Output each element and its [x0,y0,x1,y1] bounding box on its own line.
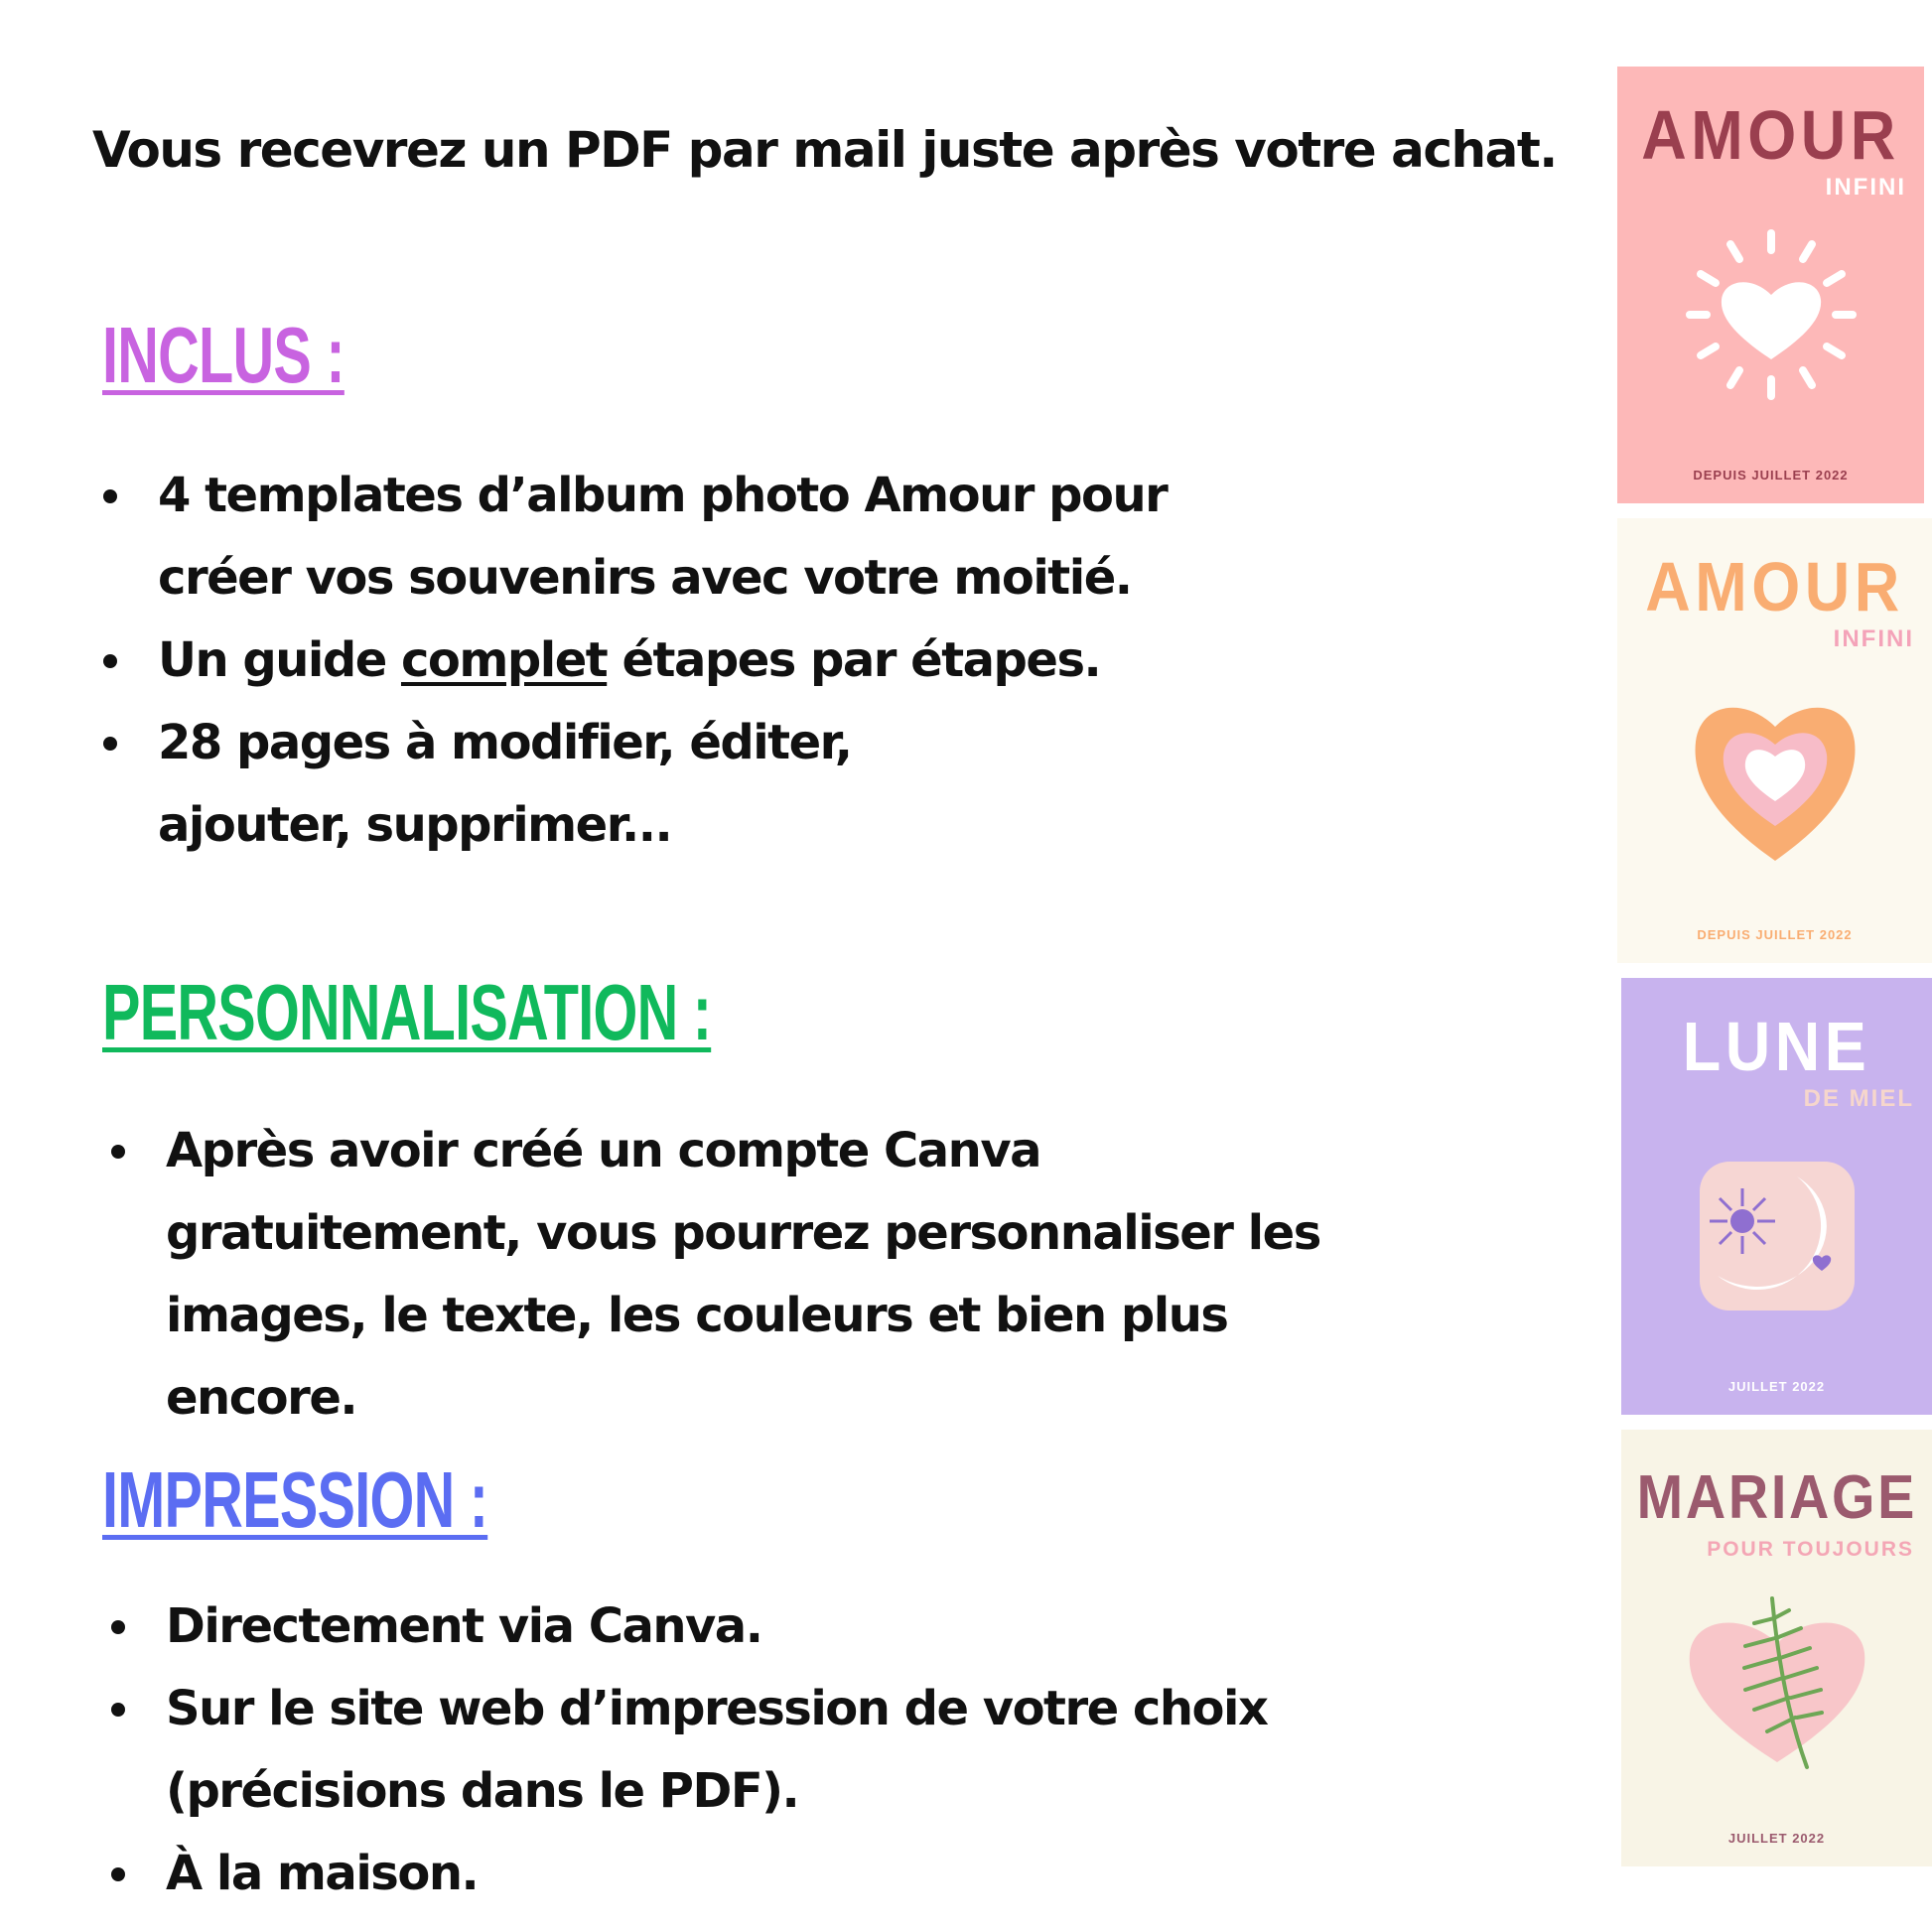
cover-amour-infini-pink [1617,67,1924,503]
cover-lune-de-miel [1621,978,1932,1415]
list-item [103,702,997,867]
cover-date: DEPUIS JUILLET 2022 [1693,468,1849,483]
list-item [103,620,1344,702]
list-item [111,1833,1303,1915]
list-item-text: Après avoir créé un compte Canva gratuitement, vous pourrez personnaliser les images, le texte, les couleurs et bien plus encore. [166,1123,1320,1426]
cover-title: AMOUR [1641,96,1900,174]
list-item-text: À la maison. [166,1846,479,1901]
heading-inclus: INCLUS : [102,311,345,399]
cover-title: AMOUR [1645,548,1904,625]
heading-personnalisation: PERSONNALISATION : [102,968,712,1056]
sun-moon-icon [1698,1157,1857,1315]
cover-date: DEPUIS JUILLET 2022 [1697,927,1853,942]
list-item [111,1110,1402,1440]
list-item [111,1586,1303,1668]
impression-list [111,1586,1303,1915]
heart-leaf-icon [1683,1593,1871,1772]
cover-date: JUILLET 2022 [1727,1379,1826,1394]
cover-mariage [1621,1430,1932,1866]
list-item-text: 4 templates d’album photo Amour pour créer vos souvenirs avec votre moitié. [158,468,1168,606]
list-item-text: 28 pages à modifier, éditer, ajouter, supprimer... [158,715,852,853]
cover-date: JUILLET 2022 [1727,1831,1826,1846]
cover-subtitle: INFINI [1833,625,1914,652]
underlined-word: complet [400,632,608,688]
heading-impression: IMPRESSION : [102,1455,488,1544]
layered-heart-icon [1691,687,1860,866]
list-item [103,455,1295,620]
list-item-text: étapes par étapes. [607,632,1101,688]
intro-text: Vous recevrez un PDF par mail juste après votre achat. [92,121,1557,179]
list-item-text: Sur le site web d’impression de votre choix (précisions dans le PDF). [166,1681,1268,1819]
personnalisation-list [111,1110,1402,1440]
cover-title: MARIAGE [1636,1463,1918,1532]
cover-amour-infini-cream [1617,518,1932,963]
inclus-list [103,455,1344,867]
cover-subtitle: DE MIEL [1803,1085,1914,1112]
cover-subtitle: POUR TOUJOURS [1707,1538,1914,1561]
list-item-text: Un guide [158,632,401,688]
cover-title: LUNE [1682,1008,1871,1085]
list-item [111,1668,1303,1833]
cover-subtitle: INFINI [1825,174,1906,201]
radiant-heart-icon [1682,225,1861,404]
list-item-text: Directement via Canva. [166,1598,762,1654]
